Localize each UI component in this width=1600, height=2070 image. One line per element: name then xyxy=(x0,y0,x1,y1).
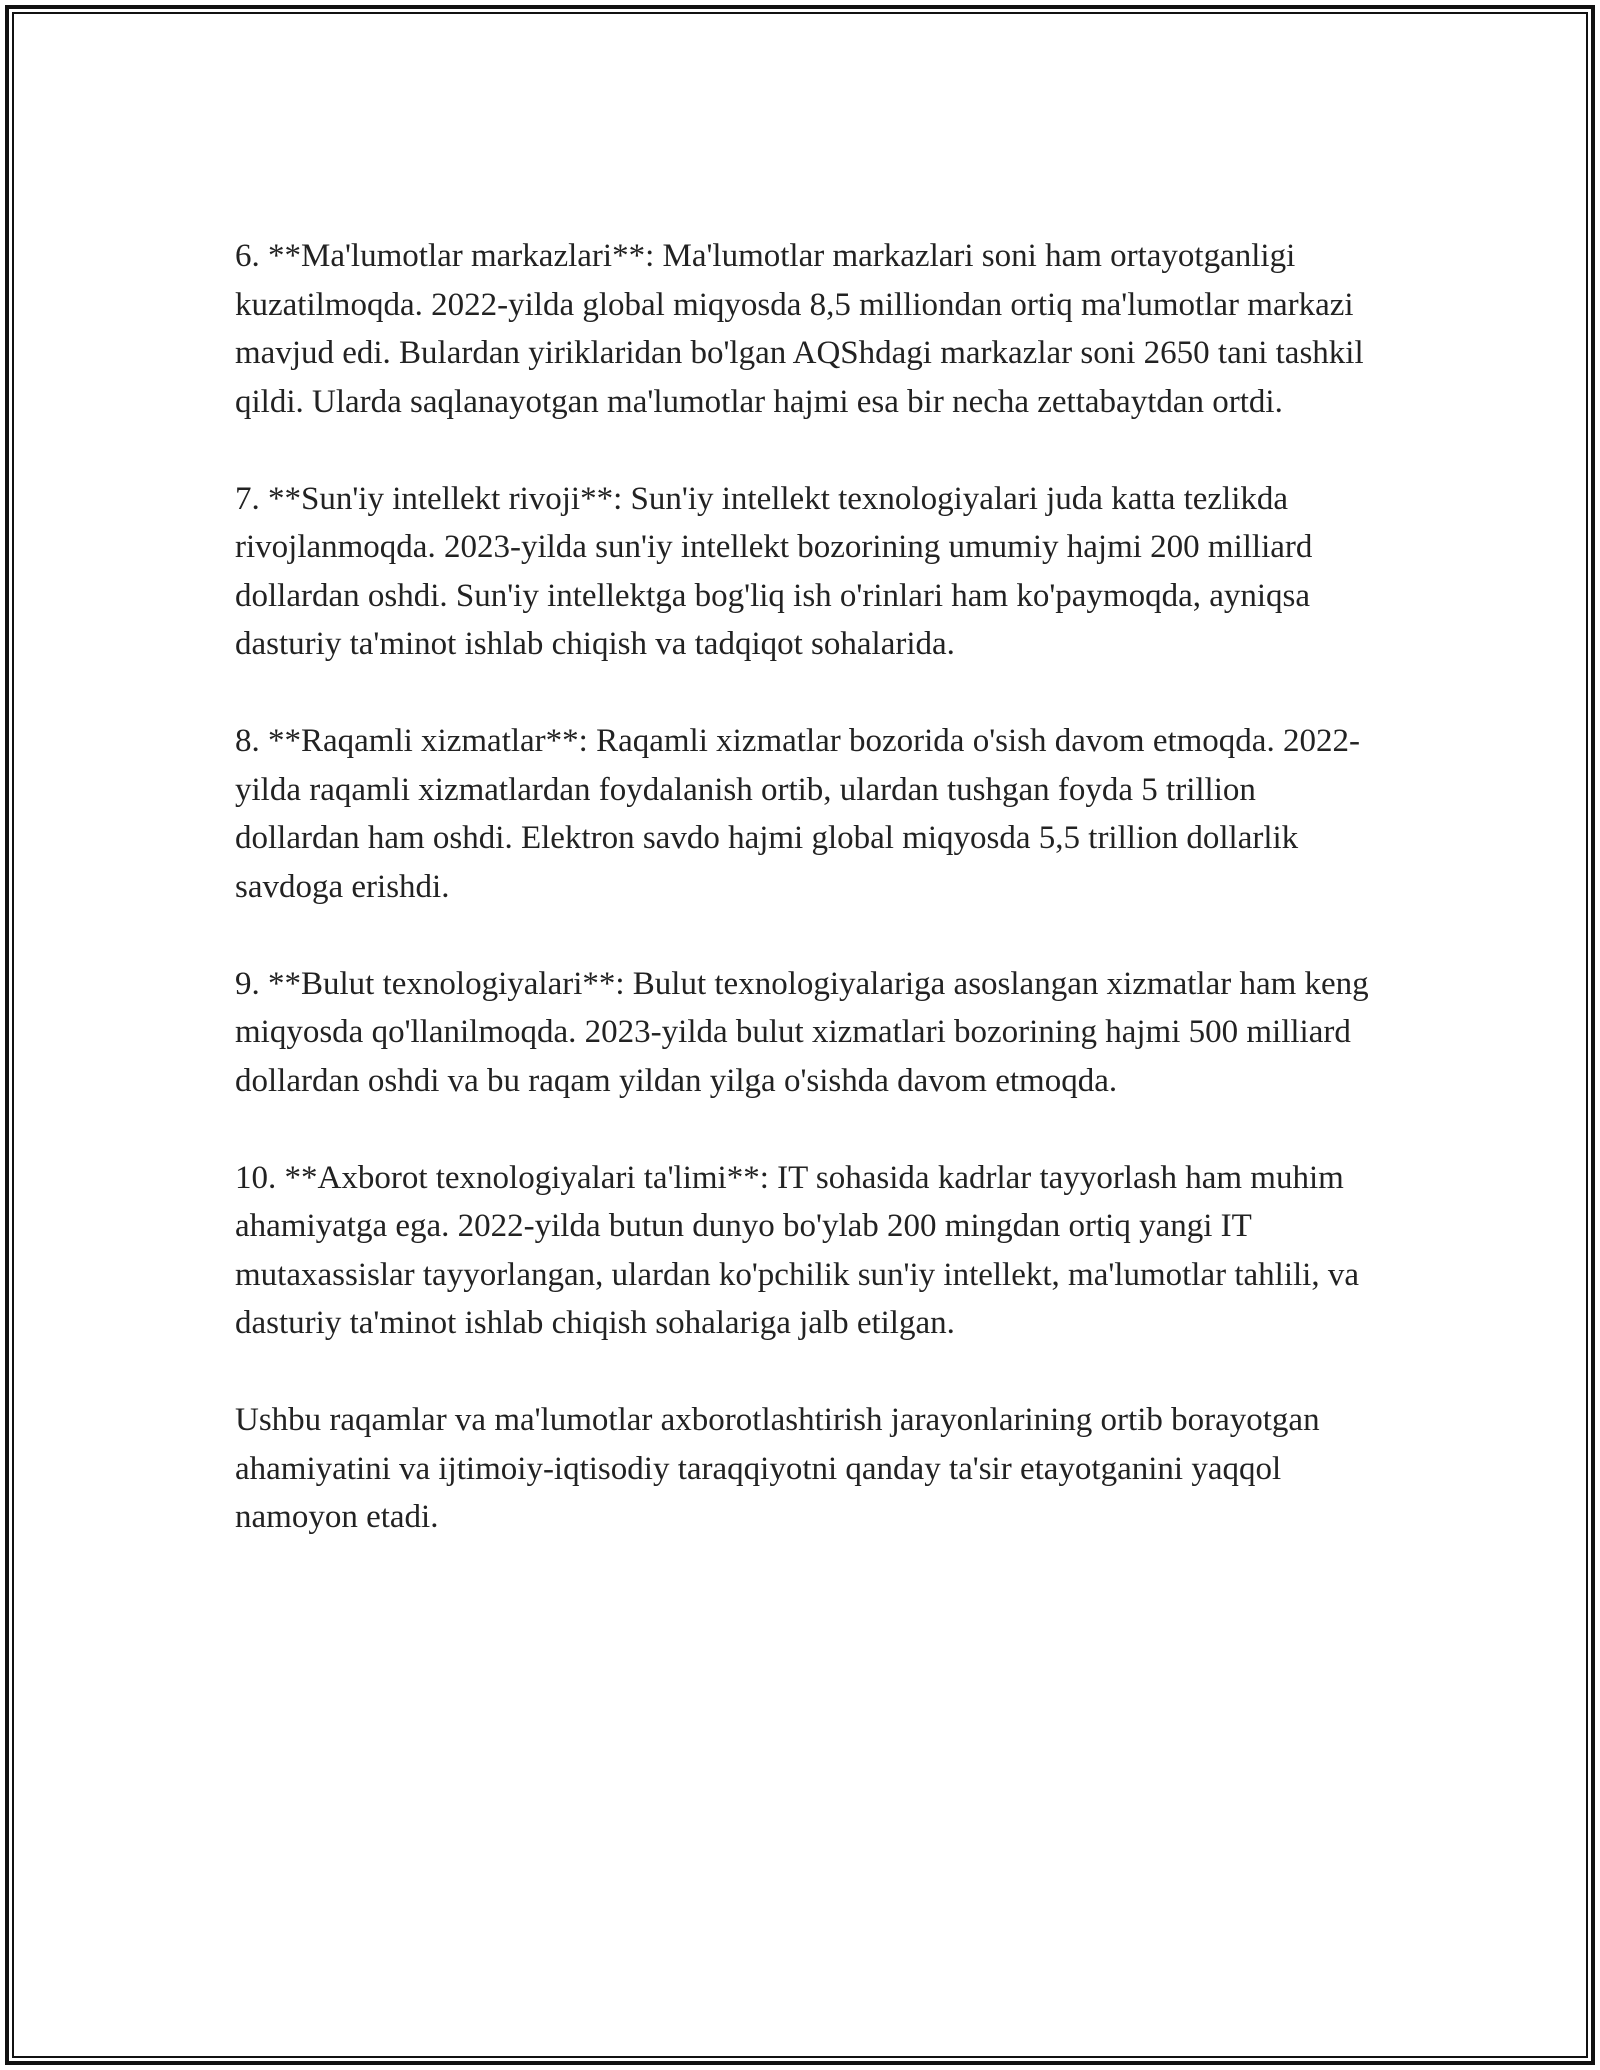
paragraph-data-centers: 6. **Ma'lumotlar markazlari**: Ma'lumotlar markazlari soni ham ortayotganligi kuzatilmoqda. 2022-yilda global miqyosda 8,5 milliondan ortiq ma'lumotlar markazi mavjud edi. Bulardan yiriklaridan bo'lgan AQShdagi markazlar soni 2650 tani tashkil qildi. Ularda saqlanayotgan ma'lumotlar hajmi esa bir necha zettabaytdan ortdi. xyxy=(235,238,1364,420)
document-body xyxy=(235,232,1375,1542)
paragraph-conclusion: Ushbu raqamlar va ma'lumotlar axborotlashtirish jarayonlarining ortib borayotgan ahamiyatini va ijtimoiy-iqtisodiy taraqqiyotni qanday ta'sir etayotganini yaqqol namoyon etadi. xyxy=(235,1402,1320,1535)
paragraph-cloud-technologies: 9. **Bulut texnologiyalari**: Bulut texnologiyalariga asoslangan xizmatlar ham keng miqyosda qo'llanilmoqda. 2023-yilda bulut xizmatlari bozorining hajmi 500 milliard dollardan oshdi va bu raqam yildan yilga o'sishda davom etmoqda. xyxy=(235,965,1369,1099)
paragraph-digital-services: 8. **Raqamli xizmatlar**: Raqamli xizmatlar bozorida o'sish davom etmoqda. 2022-yilda raqamli xizmatlardan foydalanish ortib, ulardan tushgan foyda 5 trillion dollardan ham oshdi. Elektron savdo hajmi global miqyosda 5,5 trillion dollarlik savdoga erishdi. xyxy=(235,723,1360,905)
paragraph-it-education: 10. **Axborot texnologiyalari ta'limi**: IT sohasida kadrlar tayyorlash ham muhim ahamiyatga ega. 2022-yilda butun dunyo bo'ylab 200 mingdan ortiq yangi IT mutaxassislar tayyorlangan, ulardan ko'pchilik sun'iy intellekt, ma'lumotlar tahlili, va dasturiy ta'minot ishlab chiqish sohalariga jalb etilgan. xyxy=(235,1159,1359,1341)
paragraph-ai-development: 7. **Sun'iy intellekt rivoji**: Sun'iy intellekt texnologiyalari juda katta tezlikda rivojlanmoqda. 2023-yilda sun'iy intellekt bozorining umumiy hajmi 200 milliard dollardan oshdi. Sun'iy intellektga bog'liq ish o'rinlari ham ko'paymoqda, ayniqsa dasturiy ta'minot ishlab chiqish va tadqiqot sohalarida. xyxy=(235,480,1313,662)
